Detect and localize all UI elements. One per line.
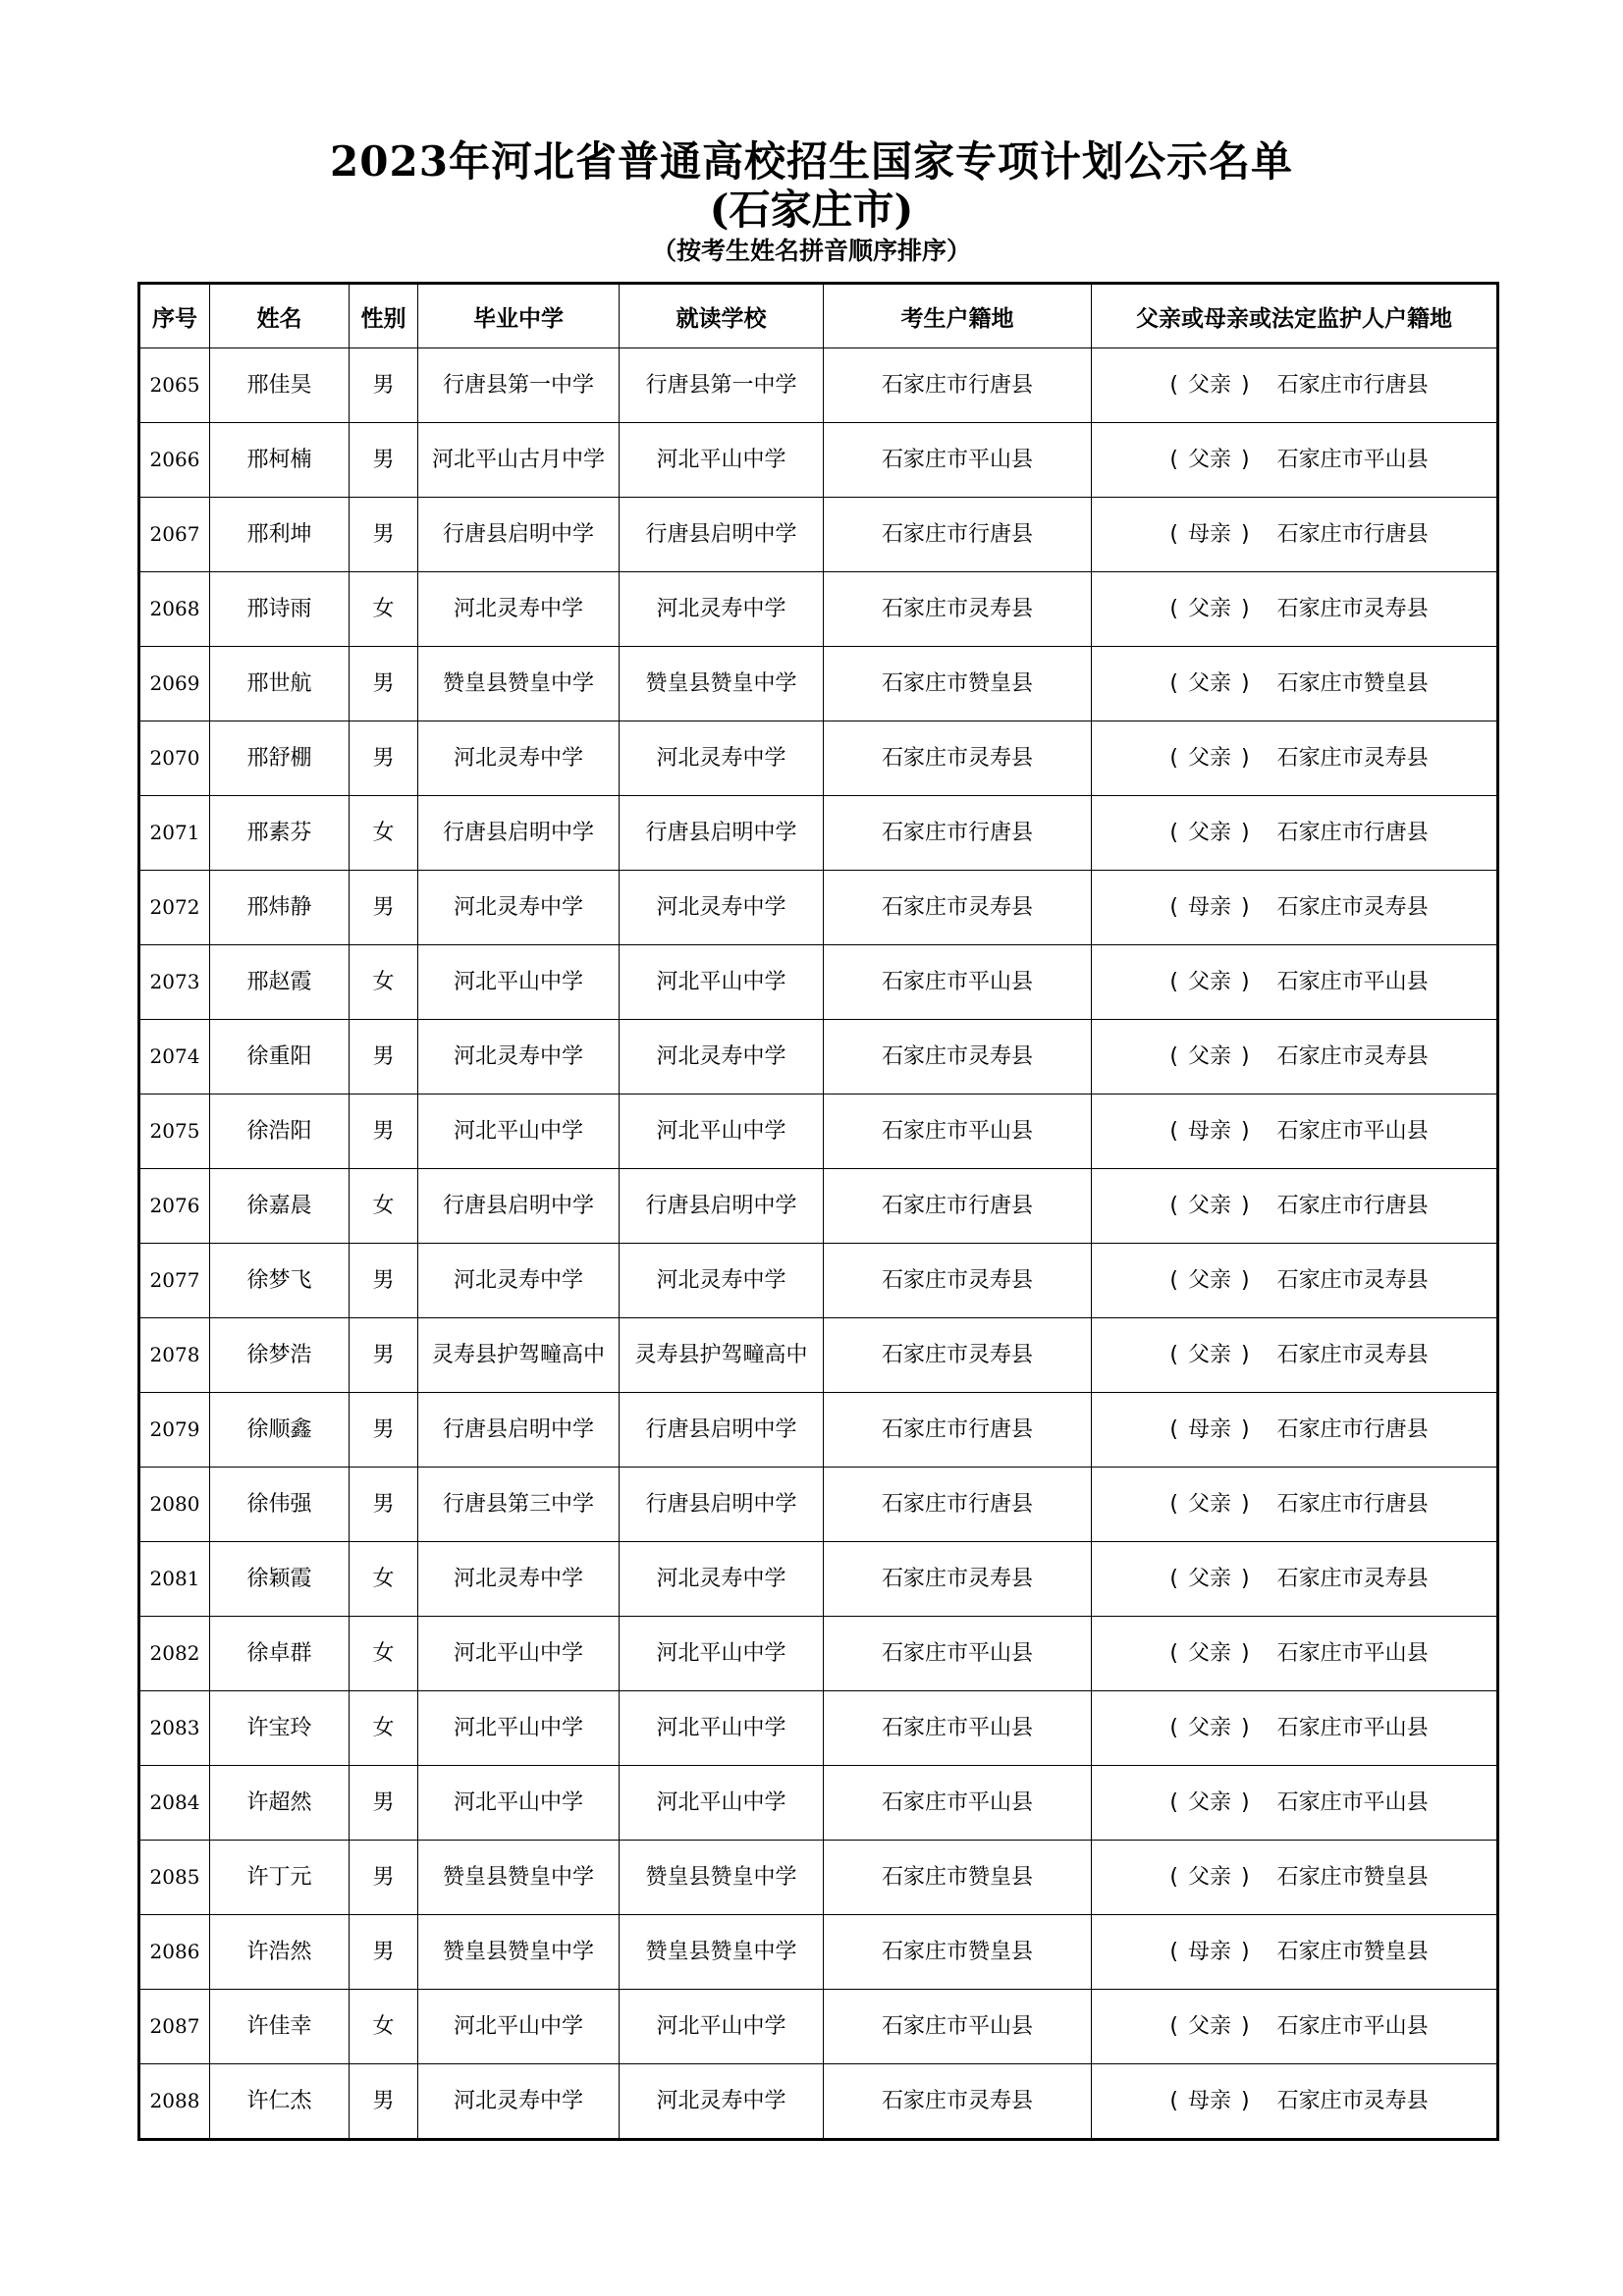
- table-row: [139, 647, 1498, 721]
- cell-name: 邢赵霞: [210, 945, 350, 1020]
- cell-name: 徐卓群: [210, 1617, 350, 1691]
- table-row: [139, 2064, 1498, 2140]
- cell-current-school: 河北灵寿中学: [620, 1244, 824, 1318]
- cell-graduated-school: 河北平山中学: [418, 1095, 620, 1169]
- guardian-relation: ( 母亲 ): [1169, 522, 1250, 547]
- cell-household: 石家庄市平山县: [824, 1990, 1092, 2064]
- cell-graduated-school: 行唐县启明中学: [418, 796, 620, 871]
- cell-guardian-household: [1092, 945, 1498, 1020]
- guardian-household-value: 石家庄市行唐县: [1276, 1417, 1429, 1442]
- cell-graduated-school: 河北平山中学: [418, 1990, 620, 2064]
- cell-graduated-school: 河北平山中学: [418, 1766, 620, 1841]
- guardian-household-value: 石家庄市灵寿县: [1276, 1044, 1429, 1069]
- guardian-household-value: 石家庄市赞皇县: [1276, 1865, 1429, 1890]
- guardian-relation-label: 父亲: [1187, 1790, 1231, 1815]
- cell-name: 许丁元: [210, 1841, 350, 1915]
- guardian-household-value: 石家庄市灵寿县: [1276, 895, 1429, 920]
- header-gender: 性别: [350, 284, 418, 348]
- cell-seq: 2067: [139, 498, 210, 572]
- cell-household: 石家庄市行唐县: [824, 796, 1092, 871]
- cell-guardian-household: [1092, 1617, 1498, 1691]
- cell-graduated-school: 行唐县第三中学: [418, 1468, 620, 1542]
- cell-current-school: 河北平山中学: [620, 1990, 824, 2064]
- guardian-relation-label: 父亲: [1187, 821, 1231, 845]
- guardian-relation-label: 父亲: [1187, 1641, 1231, 1666]
- table-row: [139, 1095, 1498, 1169]
- cell-gender: 男: [350, 721, 418, 796]
- cell-household: 石家庄市灵寿县: [824, 1542, 1092, 1617]
- cell-seq: 2071: [139, 796, 210, 871]
- table-row: [139, 1841, 1498, 1915]
- cell-current-school: 行唐县第一中学: [620, 348, 824, 423]
- guardian-household-value: 石家庄市行唐县: [1276, 1194, 1429, 1218]
- guardian-relation: ( 父亲 ): [1169, 1641, 1250, 1666]
- header-row: [139, 284, 1498, 348]
- cell-gender: 男: [350, 871, 418, 945]
- cell-name: 徐伟强: [210, 1468, 350, 1542]
- guardian-household-value: 石家庄市行唐县: [1276, 821, 1429, 845]
- cell-guardian-household: [1092, 721, 1498, 796]
- cell-graduated-school: 河北灵寿中学: [418, 1542, 620, 1617]
- guardian-relation: ( 父亲 ): [1169, 1716, 1250, 1740]
- cell-current-school: 行唐县启明中学: [620, 1169, 824, 1244]
- header-seq: 序号: [139, 284, 210, 348]
- cell-seq: 2082: [139, 1617, 210, 1691]
- cell-name: 邢诗雨: [210, 572, 350, 647]
- cell-gender: 男: [350, 2064, 418, 2140]
- cell-seq: 2070: [139, 721, 210, 796]
- cell-name: 邢炜静: [210, 871, 350, 945]
- table-row: [139, 1244, 1498, 1318]
- cell-current-school: 赞皇县赞皇中学: [620, 1841, 824, 1915]
- cell-household: 石家庄市灵寿县: [824, 1020, 1092, 1095]
- guardian-household-value: 石家庄市平山县: [1276, 970, 1429, 994]
- cell-gender: 男: [350, 1766, 418, 1841]
- cell-guardian-household: [1092, 1095, 1498, 1169]
- table-row: [139, 348, 1498, 423]
- cell-guardian-household: [1092, 1841, 1498, 1915]
- guardian-relation-label: 父亲: [1187, 1492, 1231, 1517]
- guardian-relation-label: 父亲: [1187, 1567, 1231, 1591]
- cell-current-school: 河北平山中学: [620, 1095, 824, 1169]
- cell-gender: 男: [350, 498, 418, 572]
- table-row: [139, 1617, 1498, 1691]
- guardian-relation-label: 父亲: [1187, 970, 1231, 994]
- cell-current-school: 河北灵寿中学: [620, 572, 824, 647]
- guardian-relation-label: 父亲: [1187, 1044, 1231, 1069]
- cell-name: 邢舒棚: [210, 721, 350, 796]
- guardian-relation: ( 父亲 ): [1169, 1492, 1250, 1517]
- cell-current-school: 行唐县启明中学: [620, 796, 824, 871]
- cell-current-school: 行唐县启明中学: [620, 498, 824, 572]
- cell-current-school: 河北灵寿中学: [620, 2064, 824, 2140]
- cell-name: 许超然: [210, 1766, 350, 1841]
- cell-current-school: 河北平山中学: [620, 1766, 824, 1841]
- cell-household: 石家庄市平山县: [824, 1617, 1092, 1691]
- cell-gender: 女: [350, 945, 418, 1020]
- guardian-relation-label: 母亲: [1187, 895, 1231, 920]
- guardian-relation: ( 父亲 ): [1169, 821, 1250, 845]
- cell-household: 石家庄市行唐县: [824, 1468, 1092, 1542]
- cell-guardian-household: [1092, 498, 1498, 572]
- cell-guardian-household: [1092, 1393, 1498, 1468]
- guardian-relation: ( 父亲 ): [1169, 970, 1250, 994]
- guardian-relation: ( 父亲 ): [1169, 373, 1250, 398]
- guardian-relation-label: 父亲: [1187, 373, 1231, 398]
- guardian-relation-label: 母亲: [1187, 522, 1231, 547]
- guardian-household-value: 石家庄市平山县: [1276, 1641, 1429, 1666]
- guardian-household-value: 石家庄市平山县: [1276, 1790, 1429, 1815]
- header-current-school: 就读学校: [620, 284, 824, 348]
- cell-seq: 2088: [139, 2064, 210, 2140]
- table-row: [139, 871, 1498, 945]
- cell-graduated-school: 河北平山中学: [418, 945, 620, 1020]
- cell-graduated-school: 河北平山中学: [418, 1617, 620, 1691]
- cell-seq: 2086: [139, 1915, 210, 1990]
- cell-seq: 2074: [139, 1020, 210, 1095]
- cell-name: 徐浩阳: [210, 1095, 350, 1169]
- cell-current-school: 河北灵寿中学: [620, 1542, 824, 1617]
- cell-gender: 男: [350, 1841, 418, 1915]
- cell-guardian-household: [1092, 2064, 1498, 2140]
- cell-seq: 2087: [139, 1990, 210, 2064]
- cell-household: 石家庄市平山县: [824, 423, 1092, 498]
- cell-guardian-household: [1092, 423, 1498, 498]
- cell-guardian-household: [1092, 1542, 1498, 1617]
- table-row: [139, 796, 1498, 871]
- cell-current-school: 河北灵寿中学: [620, 721, 824, 796]
- cell-gender: 女: [350, 1542, 418, 1617]
- guardian-household-value: 石家庄市灵寿县: [1276, 746, 1429, 771]
- cell-guardian-household: [1092, 1691, 1498, 1766]
- cell-graduated-school: 灵寿县护驾疃高中: [418, 1318, 620, 1393]
- cell-name: 徐颖霞: [210, 1542, 350, 1617]
- cell-guardian-household: [1092, 871, 1498, 945]
- cell-household: 石家庄市灵寿县: [824, 1318, 1092, 1393]
- cell-seq: 2078: [139, 1318, 210, 1393]
- guardian-relation-label: 母亲: [1187, 1119, 1231, 1144]
- cell-name: 徐嘉晨: [210, 1169, 350, 1244]
- header-name: 姓名: [210, 284, 350, 348]
- table-body: [139, 348, 1498, 2140]
- cell-seq: 2073: [139, 945, 210, 1020]
- cell-name: 许浩然: [210, 1915, 350, 1990]
- cell-name: 许佳幸: [210, 1990, 350, 2064]
- guardian-household-value: 石家庄市平山县: [1276, 2014, 1429, 2039]
- cell-seq: 2083: [139, 1691, 210, 1766]
- cell-guardian-household: [1092, 1990, 1498, 2064]
- cell-household: 石家庄市平山县: [824, 1691, 1092, 1766]
- cell-seq: 2077: [139, 1244, 210, 1318]
- cell-seq: 2079: [139, 1393, 210, 1468]
- document-title: 2023年河北省普通高校招生国家专项计划公示名单: [330, 137, 1293, 186]
- guardian-household-value: 石家庄市赞皇县: [1276, 1940, 1429, 1964]
- table-row: [139, 1766, 1498, 1841]
- table-row: [139, 1020, 1498, 1095]
- cell-seq: 2076: [139, 1169, 210, 1244]
- guardian-relation-label: 母亲: [1187, 1417, 1231, 1442]
- header-household: 考生户籍地: [824, 284, 1092, 348]
- cell-household: 石家庄市赞皇县: [824, 1915, 1092, 1990]
- cell-graduated-school: 赞皇县赞皇中学: [418, 1915, 620, 1990]
- table-row: [139, 1691, 1498, 1766]
- cell-gender: 女: [350, 1617, 418, 1691]
- guardian-relation: ( 父亲 ): [1169, 1268, 1250, 1293]
- guardian-relation: ( 父亲 ): [1169, 1194, 1250, 1218]
- cell-current-school: 灵寿县护驾疃高中: [620, 1318, 824, 1393]
- cell-household: 石家庄市灵寿县: [824, 1244, 1092, 1318]
- cell-seq: 2084: [139, 1766, 210, 1841]
- cell-gender: 男: [350, 647, 418, 721]
- cell-graduated-school: 行唐县第一中学: [418, 348, 620, 423]
- cell-graduated-school: 河北灵寿中学: [418, 871, 620, 945]
- table-row: [139, 1468, 1498, 1542]
- cell-guardian-household: [1092, 348, 1498, 423]
- guardian-household-value: 石家庄市平山县: [1276, 448, 1429, 472]
- cell-graduated-school: 赞皇县赞皇中学: [418, 1841, 620, 1915]
- cell-guardian-household: [1092, 1169, 1498, 1244]
- cell-gender: 男: [350, 1095, 418, 1169]
- table-row: [139, 945, 1498, 1020]
- cell-gender: 男: [350, 1393, 418, 1468]
- cell-household: 石家庄市赞皇县: [824, 647, 1092, 721]
- guardian-relation-label: 父亲: [1187, 1343, 1231, 1367]
- cell-graduated-school: 行唐县启明中学: [418, 1393, 620, 1468]
- cell-household: 石家庄市行唐县: [824, 1393, 1092, 1468]
- guardian-relation: ( 父亲 ): [1169, 597, 1250, 621]
- table-row: [139, 721, 1498, 796]
- document-city: (石家庄市): [709, 186, 914, 234]
- cell-graduated-school: 河北平山古月中学: [418, 423, 620, 498]
- cell-graduated-school: 河北灵寿中学: [418, 572, 620, 647]
- guardian-household-value: 石家庄市赞皇县: [1276, 671, 1429, 696]
- cell-seq: 2065: [139, 348, 210, 423]
- cell-household: 石家庄市行唐县: [824, 1169, 1092, 1244]
- cell-name: 邢柯楠: [210, 423, 350, 498]
- guardian-relation: ( 母亲 ): [1169, 895, 1250, 920]
- cell-gender: 男: [350, 1244, 418, 1318]
- cell-name: 徐重阳: [210, 1020, 350, 1095]
- guardian-household-value: 石家庄市灵寿县: [1276, 1268, 1429, 1293]
- cell-graduated-school: 行唐县启明中学: [418, 498, 620, 572]
- roster-table: [137, 282, 1499, 2141]
- guardian-household-value: 石家庄市灵寿县: [1276, 1343, 1429, 1367]
- cell-gender: 男: [350, 1318, 418, 1393]
- cell-graduated-school: 河北灵寿中学: [418, 2064, 620, 2140]
- guardian-relation-label: 父亲: [1187, 1716, 1231, 1740]
- cell-name: 徐顺鑫: [210, 1393, 350, 1468]
- cell-graduated-school: 赞皇县赞皇中学: [418, 647, 620, 721]
- guardian-household-value: 石家庄市行唐县: [1276, 1492, 1429, 1517]
- guardian-relation: ( 父亲 ): [1169, 448, 1250, 472]
- cell-seq: 2072: [139, 871, 210, 945]
- cell-household: 石家庄市灵寿县: [824, 2064, 1092, 2140]
- cell-household: 石家庄市平山县: [824, 945, 1092, 1020]
- cell-household: 石家庄市灵寿县: [824, 572, 1092, 647]
- table-row: [139, 1915, 1498, 1990]
- cell-household: 石家庄市平山县: [824, 1766, 1092, 1841]
- cell-seq: 2075: [139, 1095, 210, 1169]
- guardian-relation: ( 母亲 ): [1169, 1119, 1250, 1144]
- guardian-household-value: 石家庄市灵寿县: [1276, 1567, 1429, 1591]
- cell-household: 石家庄市赞皇县: [824, 1841, 1092, 1915]
- guardian-relation: ( 父亲 ): [1169, 671, 1250, 696]
- cell-seq: 2085: [139, 1841, 210, 1915]
- cell-graduated-school: 河北灵寿中学: [418, 1244, 620, 1318]
- cell-current-school: 河北平山中学: [620, 1691, 824, 1766]
- table-row: [139, 1169, 1498, 1244]
- guardian-relation: ( 父亲 ): [1169, 746, 1250, 771]
- cell-guardian-household: [1092, 1020, 1498, 1095]
- cell-current-school: 行唐县启明中学: [620, 1468, 824, 1542]
- cell-household: 石家庄市平山县: [824, 1095, 1092, 1169]
- table-row: [139, 1318, 1498, 1393]
- guardian-relation-label: 父亲: [1187, 2014, 1231, 2039]
- cell-name: 许仁杰: [210, 2064, 350, 2140]
- cell-name: 徐梦飞: [210, 1244, 350, 1318]
- cell-guardian-household: [1092, 1766, 1498, 1841]
- cell-seq: 2080: [139, 1468, 210, 1542]
- cell-seq: 2068: [139, 572, 210, 647]
- table-row: [139, 498, 1498, 572]
- guardian-relation-label: 母亲: [1187, 1940, 1231, 1964]
- guardian-relation-label: 父亲: [1187, 1194, 1231, 1218]
- guardian-relation-label: 父亲: [1187, 1268, 1231, 1293]
- cell-current-school: 赞皇县赞皇中学: [620, 647, 824, 721]
- cell-household: 石家庄市行唐县: [824, 348, 1092, 423]
- table-row: [139, 1393, 1498, 1468]
- cell-gender: 男: [350, 1468, 418, 1542]
- cell-current-school: 行唐县启明中学: [620, 1393, 824, 1468]
- cell-seq: 2066: [139, 423, 210, 498]
- cell-current-school: 河北平山中学: [620, 945, 824, 1020]
- cell-guardian-household: [1092, 1915, 1498, 1990]
- document-sort-note: （按考生姓名拼音顺序排序）: [651, 237, 971, 265]
- cell-gender: 女: [350, 1990, 418, 2064]
- header-guardian-household: 父亲或母亲或法定监护人户籍地: [1092, 284, 1498, 348]
- guardian-household-value: 石家庄市平山县: [1276, 1716, 1429, 1740]
- cell-seq: 2081: [139, 1542, 210, 1617]
- cell-current-school: 河北平山中学: [620, 1617, 824, 1691]
- guardian-relation: ( 母亲 ): [1169, 1940, 1250, 1964]
- guardian-relation: ( 父亲 ): [1169, 1790, 1250, 1815]
- cell-household: 石家庄市灵寿县: [824, 721, 1092, 796]
- cell-guardian-household: [1092, 1468, 1498, 1542]
- cell-name: 邢利坤: [210, 498, 350, 572]
- guardian-household-value: 石家庄市灵寿县: [1276, 597, 1429, 621]
- cell-gender: 男: [350, 423, 418, 498]
- table-header: [139, 284, 1498, 348]
- cell-graduated-school: 河北灵寿中学: [418, 721, 620, 796]
- cell-name: 许宝玲: [210, 1691, 350, 1766]
- table-row: [139, 423, 1498, 498]
- guardian-relation: ( 父亲 ): [1169, 1343, 1250, 1367]
- cell-gender: 男: [350, 1915, 418, 1990]
- cell-guardian-household: [1092, 1244, 1498, 1318]
- guardian-relation: ( 父亲 ): [1169, 2014, 1250, 2039]
- cell-guardian-household: [1092, 647, 1498, 721]
- guardian-relation: ( 父亲 ): [1169, 1567, 1250, 1591]
- cell-name: 徐梦浩: [210, 1318, 350, 1393]
- guardian-relation: ( 母亲 ): [1169, 1417, 1250, 1442]
- guardian-household-value: 石家庄市灵寿县: [1276, 2089, 1429, 2113]
- cell-household: 石家庄市行唐县: [824, 498, 1092, 572]
- guardian-relation-label: 父亲: [1187, 671, 1231, 696]
- cell-current-school: 河北平山中学: [620, 423, 824, 498]
- guardian-household-value: 石家庄市行唐县: [1276, 522, 1429, 547]
- cell-seq: 2069: [139, 647, 210, 721]
- cell-current-school: 赞皇县赞皇中学: [620, 1915, 824, 1990]
- cell-guardian-household: [1092, 572, 1498, 647]
- cell-household: 石家庄市灵寿县: [824, 871, 1092, 945]
- cell-gender: 女: [350, 1169, 418, 1244]
- guardian-household-value: 石家庄市平山县: [1276, 1119, 1429, 1144]
- guardian-relation-label: 父亲: [1187, 1865, 1231, 1890]
- cell-gender: 男: [350, 1020, 418, 1095]
- cell-current-school: 河北灵寿中学: [620, 871, 824, 945]
- guardian-relation-label: 父亲: [1187, 746, 1231, 771]
- guardian-relation: ( 母亲 ): [1169, 2089, 1250, 2113]
- guardian-relation: ( 父亲 ): [1169, 1044, 1250, 1069]
- cell-name: 邢佳昊: [210, 348, 350, 423]
- header-graduated-school: 毕业中学: [418, 284, 620, 348]
- table-row: [139, 1542, 1498, 1617]
- cell-guardian-household: [1092, 796, 1498, 871]
- cell-current-school: 河北灵寿中学: [620, 1020, 824, 1095]
- guardian-relation-label: 父亲: [1187, 448, 1231, 472]
- cell-gender: 女: [350, 796, 418, 871]
- cell-name: 邢素芬: [210, 796, 350, 871]
- guardian-relation: ( 父亲 ): [1169, 1865, 1250, 1890]
- cell-gender: 女: [350, 1691, 418, 1766]
- guardian-relation-label: 母亲: [1187, 2089, 1231, 2113]
- cell-graduated-school: 河北灵寿中学: [418, 1020, 620, 1095]
- table-row: [139, 572, 1498, 647]
- cell-name: 邢世航: [210, 647, 350, 721]
- cell-gender: 女: [350, 572, 418, 647]
- table-row: [139, 1990, 1498, 2064]
- guardian-relation-label: 父亲: [1187, 597, 1231, 621]
- cell-graduated-school: 河北平山中学: [418, 1691, 620, 1766]
- cell-guardian-household: [1092, 1318, 1498, 1393]
- cell-gender: 男: [350, 348, 418, 423]
- guardian-household-value: 石家庄市行唐县: [1276, 373, 1429, 398]
- cell-graduated-school: 行唐县启明中学: [418, 1169, 620, 1244]
